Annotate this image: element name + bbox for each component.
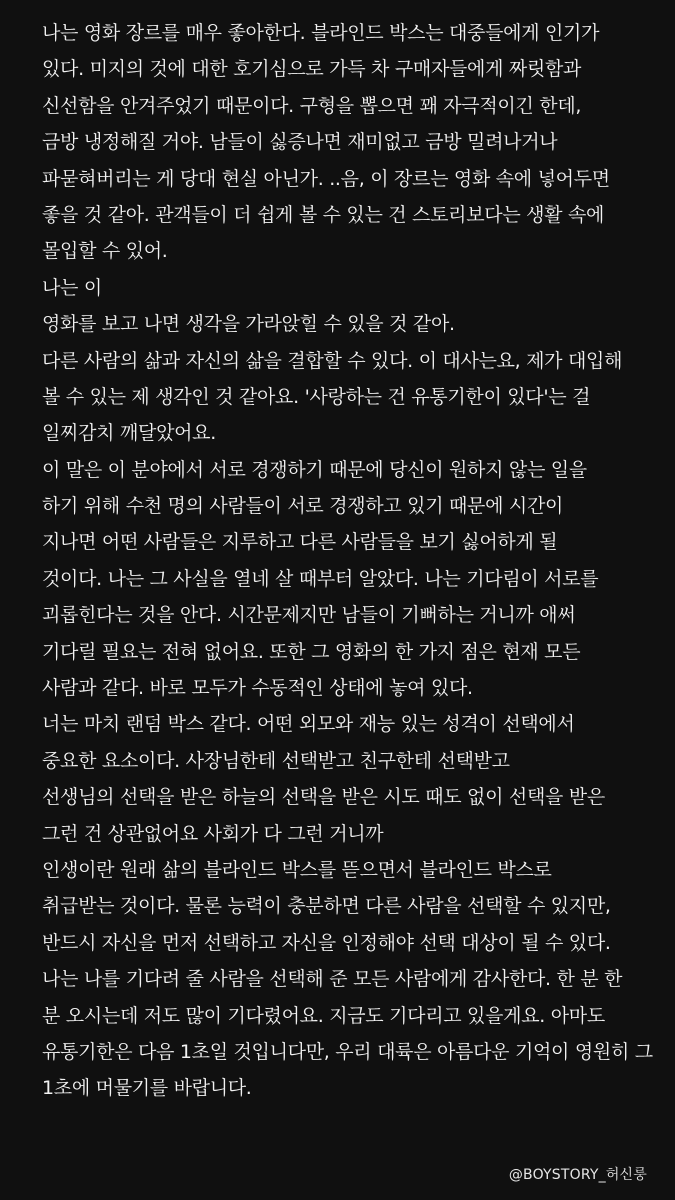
text-line: 1초에 머물기를 바랍니다.: [42, 1077, 252, 1100]
text-line: 반드시 자신을 먼저 선택하고 자신을 인정해야 선택 대상이 될 수 있다.: [42, 931, 611, 954]
text-line: 분 오시는데 저도 많이 기다렸어요. 지금도 기다리고 있을게요. 아마도: [42, 1004, 605, 1027]
text-line: 영화를 보고 나면 생각을 가라앉힐 수 있을 것 같아.: [42, 313, 455, 336]
text-body: [42, 15, 662, 1107]
text-line: 나는 이: [42, 276, 102, 299]
text-line: 하기 위해 수천 명의 사람들이 서로 경쟁하고 있기 때문에 시간이: [42, 495, 564, 518]
watermark-handle: @BOYSTORY_허신룽: [508, 1167, 647, 1183]
text-line: 사람과 같다. 바로 모두가 수동적인 상태에 놓여 있다.: [42, 677, 473, 700]
text-line: 중요한 요소이다. 사장님한테 선택받고 친구한테 선택받고: [42, 749, 510, 772]
text-line: 인생이란 원래 삶의 블라인드 박스를 뜯으면서 블라인드 박스로: [42, 858, 552, 881]
text-line: 유통기한은 다음 1초일 것입니다만, 우리 대륙은 아름다운 기억이 영원히 그: [42, 1040, 653, 1063]
text-line: 신선함을 안겨주었기 때문이다. 구형을 뽑으면 꽤 자극적이긴 한데,: [42, 94, 582, 117]
text-line: 나는 나를 기다려 줄 사람을 선택해 준 모든 사람에게 감사한다. 한 분 한: [42, 968, 623, 991]
text-line: 기다릴 필요는 전혀 없어요. 또한 그 영화의 한 가지 점은 현재 모든: [42, 640, 581, 663]
text-line: 금방 냉정해질 거야. 남들이 싫증나면 재미없고 금방 밀려나거나: [42, 131, 558, 154]
text-line: 이 말은 이 분야에서 서로 경쟁하기 때문에 당신이 원하지 않는 일을: [42, 458, 587, 481]
text-line: 있다. 미지의 것에 대한 호기심으로 가득 차 구매자들에게 짜릿함과: [42, 58, 582, 81]
text-line: 지나면 어떤 사람들은 지루하고 다른 사람들을 보기 싫어하게 될: [42, 531, 558, 554]
text-line: 좋을 것 같아. 관객들이 더 쉽게 볼 수 있는 건 스토리보다는 생활 속에: [42, 203, 605, 226]
text-line: 너는 마치 랜덤 박스 같다. 어떤 외모와 재능 있는 성격이 선택에서: [42, 713, 575, 736]
text-line: 그런 건 상관없어요 사회가 다 그런 거니까: [42, 822, 384, 845]
text-line: 것이다. 나는 그 사실을 열네 살 때부터 알았다. 나는 기다림이 서로를: [42, 567, 599, 590]
text-line: 취급받는 것이다. 물론 능력이 충분하면 다른 사람을 선택할 수 있지만,: [42, 895, 611, 918]
text-line: 다른 사람의 삶과 자신의 삶을 결합할 수 있다. 이 대사는요, 제가 대입해: [42, 349, 623, 372]
text-line: 괴롭힌다는 것을 안다. 시간문제지만 남들이 기뻐하는 거니까 애써: [42, 604, 576, 627]
text-line: 나는 영화 장르를 매우 좋아한다. 블라인드 박스는 대중들에게 인기가: [42, 22, 600, 44]
text-line: 파묻혀버리는 게 당대 현실 아닌가. ..음, 이 장르는 영화 속에 넣어두면: [42, 167, 610, 190]
text-line: 몰입할 수 있어.: [42, 240, 168, 263]
text-line: 일찌감치 깨달았어요.: [42, 422, 216, 445]
text-line: 볼 수 있는 제 생각인 것 같아요. '사랑하는 건 유통기한이 있다'는 걸: [42, 385, 591, 408]
text-line: 선생님의 선택을 받은 하늘의 선택을 받은 시도 때도 없이 선택을 받은: [42, 786, 605, 809]
